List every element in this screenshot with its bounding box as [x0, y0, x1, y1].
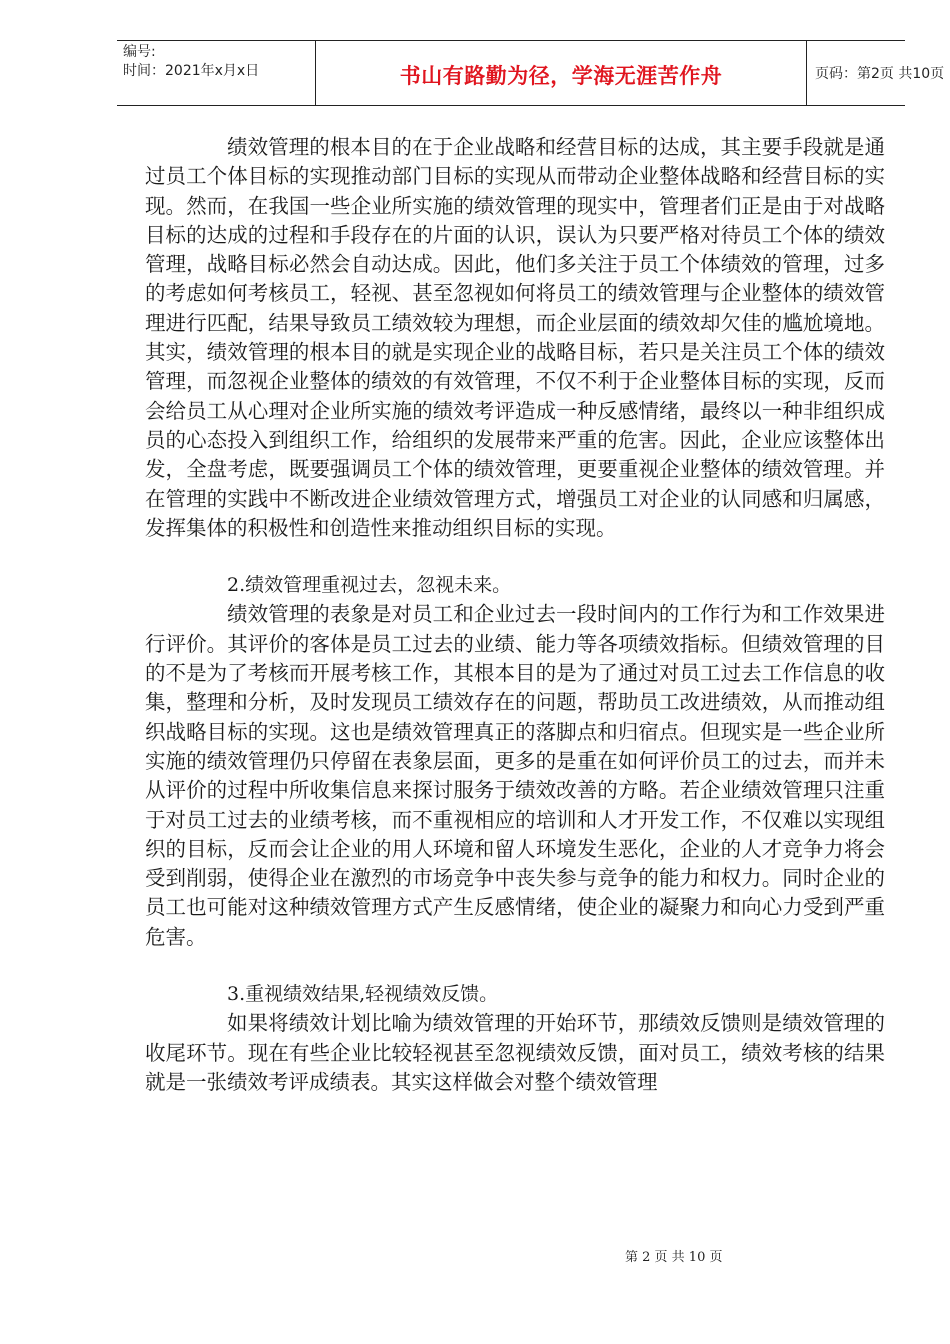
section-heading-3: 3.重视绩效结果,轻视绩效反馈。	[227, 983, 499, 1006]
header-page-code-cell	[807, 41, 945, 105]
page-footer: 第 2 页 共 10 页	[625, 1250, 723, 1265]
header-meta	[117, 41, 315, 105]
paragraph-2: 绩效管理的表象是对员工和企业过去一段时间内的工作行为和工作效果进行评价。其评价的客体是员工过去的业绩、能力等各项绩效指标。但绩效管理的目的不是为了考核而开展考核工作，其根本目的是为了通过对员工过去工作信息的收集，整理和分析，及时发现员工绩效存在的问题，帮助员工改进绩效，从而推动组织战略目标的实现。这也是绩效管理真正的落脚点和归宿点。但现实是一些企业所实施的绩效管理仍只停留在表象层面，更多的是重在如何评价员工的过去，而并未从评价的过程中所收集信息来探讨服务于绩效改善的方略。若企业绩效管理只注重于对员工过去的业绩考核，而不重视相应的培训和人才开发工作，不仅难以实现组织的目标，反而会让企业的用人环境和留人环境发生恶化，企业的人才竞争力将会受到削弱，使得企业在激烈的市场竞争中丧失参与竞争的能力和权力。同时企业的员工也可能对这种绩效管理方式产生反感情绪，使企业的凝聚力和向心力受到严重危害。	[145, 602, 885, 949]
paragraph-3: 如果将绩效计划比喻为绩效管理的开始环节，那绩效反馈则是绩效管理的收尾环节。现在有些企业比较轻视甚至忽视绩效反馈，面对员工，绩效考核的结果就是一张绩效考评成绩表。其实这样做会对整个绩效管理	[145, 1011, 885, 1094]
document-header	[117, 40, 945, 106]
serial-label: 编号:	[123, 44, 156, 60]
motto: 书山有路勤为径，学海无涯苦作舟	[399, 63, 723, 88]
document-body	[145, 133, 885, 1097]
paragraph-1: 绩效管理的根本目的在于企业战略和经营目标的达成，其主要手段就是通过员工个体目标的实现推动部门目标的实现从而带动企业整体战略和经营目标的实现。然而，在我国一些企业所实施的绩效管理的现实中，管理者们正是由于对战略目标的达成的过程和手段存在的片面的认识，误认为只要严格对待员工个体的绩效管理，战略目标必然会自动达成。因此，他们多关注于员工个体绩效的管理，过多的考虑如何考核员工，轻视、甚至忽视如何将员工的绩效管理与企业整体的绩效管理进行匹配，结果导致员工绩效较为理想，而企业层面的绩效却欠佳的尴尬境地。其实，绩效管理的根本目的就是实现企业的战略目标，若只是关注员工个体的绩效管理，而忽视企业整体的绩效的有效管理，不仅不利于企业整体目标的实现，反而会给员工从心理对企业所实施的绩效考评造成一种反感情绪，最终以一种非组织成员的心态投入到组织工作，给组织的发展带来严重的危害。因此，企业应该整体出发，全盘考虑，既要强调员工个体的绩效管理，更要重视企业整体的绩效管理。并在管理的实践中不断改进企业绩效管理方式，增强员工对企业的认同感和归属感，发挥集体的积极性和创造性来推动组织目标的实现。	[145, 135, 885, 540]
section-heading-2: 2.绩效管理重视过去，忽视未来。	[227, 574, 512, 597]
page-code: 页码：第2页 共10页	[815, 66, 945, 82]
time-label: 时间：2021年x月x日	[123, 63, 260, 79]
header-motto-cell	[315, 41, 807, 105]
